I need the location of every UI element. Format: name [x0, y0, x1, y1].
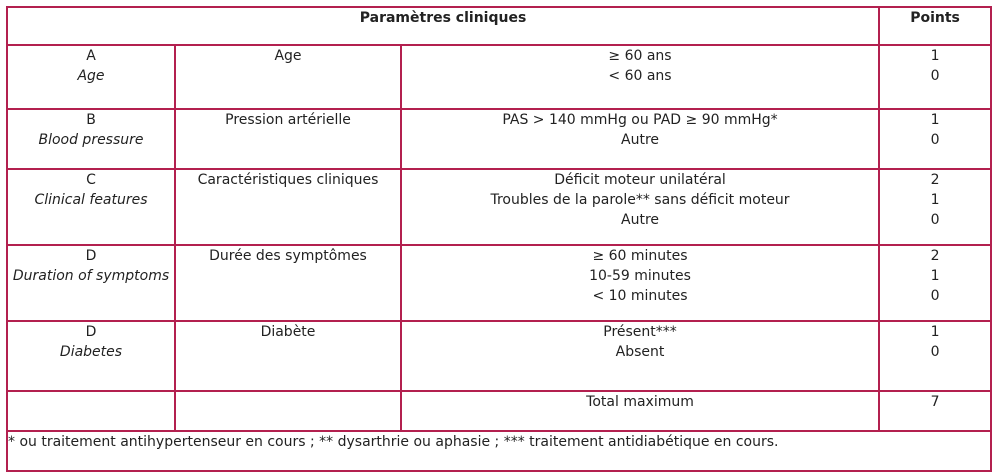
total-row	[7, 391, 991, 431]
option: Absent	[615, 344, 665, 360]
points-value: 2	[930, 248, 940, 264]
criterion-letter: A	[86, 48, 96, 64]
table-row	[7, 245, 991, 321]
option: Déficit moteur unilatéral	[554, 172, 726, 188]
table-row	[7, 109, 991, 169]
criterion-points	[879, 109, 991, 169]
criterion-english: Diabetes	[59, 344, 123, 360]
points-value: 2	[930, 172, 940, 188]
criterion-options	[401, 45, 879, 109]
header-points: Points	[879, 7, 991, 45]
option: Autre	[621, 132, 660, 148]
total-points: 7	[879, 391, 991, 431]
points-value: 1	[930, 324, 940, 340]
footnote-row	[7, 431, 991, 471]
criterion-english: Blood pressure	[38, 132, 144, 148]
option: Autre	[621, 212, 660, 228]
points-value: 1	[930, 268, 940, 284]
criterion-letter: C	[86, 172, 96, 188]
option: 10-59 minutes	[589, 268, 691, 284]
empty-cell	[175, 391, 401, 431]
criterion-points	[879, 169, 991, 245]
criterion-letter: D	[85, 248, 97, 264]
criterion-points	[879, 321, 991, 391]
option: Présent***	[603, 324, 677, 340]
abcd2-score-table	[6, 6, 992, 472]
criterion-options	[401, 169, 879, 245]
total-label: Total maximum	[401, 391, 879, 431]
criterion-points	[879, 245, 991, 321]
criterion-id	[7, 45, 175, 109]
option: < 10 minutes	[592, 288, 688, 304]
criterion-english: Age	[77, 68, 105, 84]
criterion-id	[7, 109, 175, 169]
criterion-french: Caractéristiques cliniques	[175, 169, 401, 245]
points-value: 1	[930, 112, 940, 128]
option: ≥ 60 ans	[608, 48, 672, 64]
points-value: 1	[930, 192, 940, 208]
footnote: * ou traitement antihypertenseur en cours ; ** dysarthrie ou aphasie ; *** traitement antidiabétique en cours.	[7, 431, 991, 471]
criterion-id	[7, 321, 175, 391]
points-value: 1	[930, 48, 940, 64]
header-row	[7, 7, 991, 45]
criterion-french: Pression artérielle	[175, 109, 401, 169]
table-row	[7, 169, 991, 245]
criterion-options	[401, 321, 879, 391]
points-value: 0	[930, 212, 940, 228]
criterion-options	[401, 109, 879, 169]
criterion-id	[7, 245, 175, 321]
criterion-letter: B	[86, 112, 96, 128]
option: < 60 ans	[608, 68, 672, 84]
points-value: 0	[930, 344, 940, 360]
points-value: 0	[930, 288, 940, 304]
criterion-options	[401, 245, 879, 321]
points-value: 0	[930, 132, 940, 148]
header-params: Paramètres cliniques	[7, 7, 879, 45]
criterion-french: Age	[175, 45, 401, 109]
table-row	[7, 321, 991, 391]
criterion-letter: D	[85, 324, 97, 340]
empty-cell	[7, 391, 175, 431]
option: Troubles de la parole** sans déficit moteur	[490, 192, 790, 208]
points-value: 0	[930, 68, 940, 84]
criterion-french: Durée des symptômes	[175, 245, 401, 321]
criterion-english: Duration of symptoms	[12, 268, 170, 284]
option: PAS > 140 mmHg ou PAD ≥ 90 mmHg*	[502, 112, 778, 128]
criterion-french: Diabète	[175, 321, 401, 391]
criterion-english: Clinical features	[34, 192, 148, 208]
criterion-id	[7, 169, 175, 245]
criterion-points	[879, 45, 991, 109]
table-row	[7, 45, 991, 109]
option: ≥ 60 minutes	[592, 248, 688, 264]
